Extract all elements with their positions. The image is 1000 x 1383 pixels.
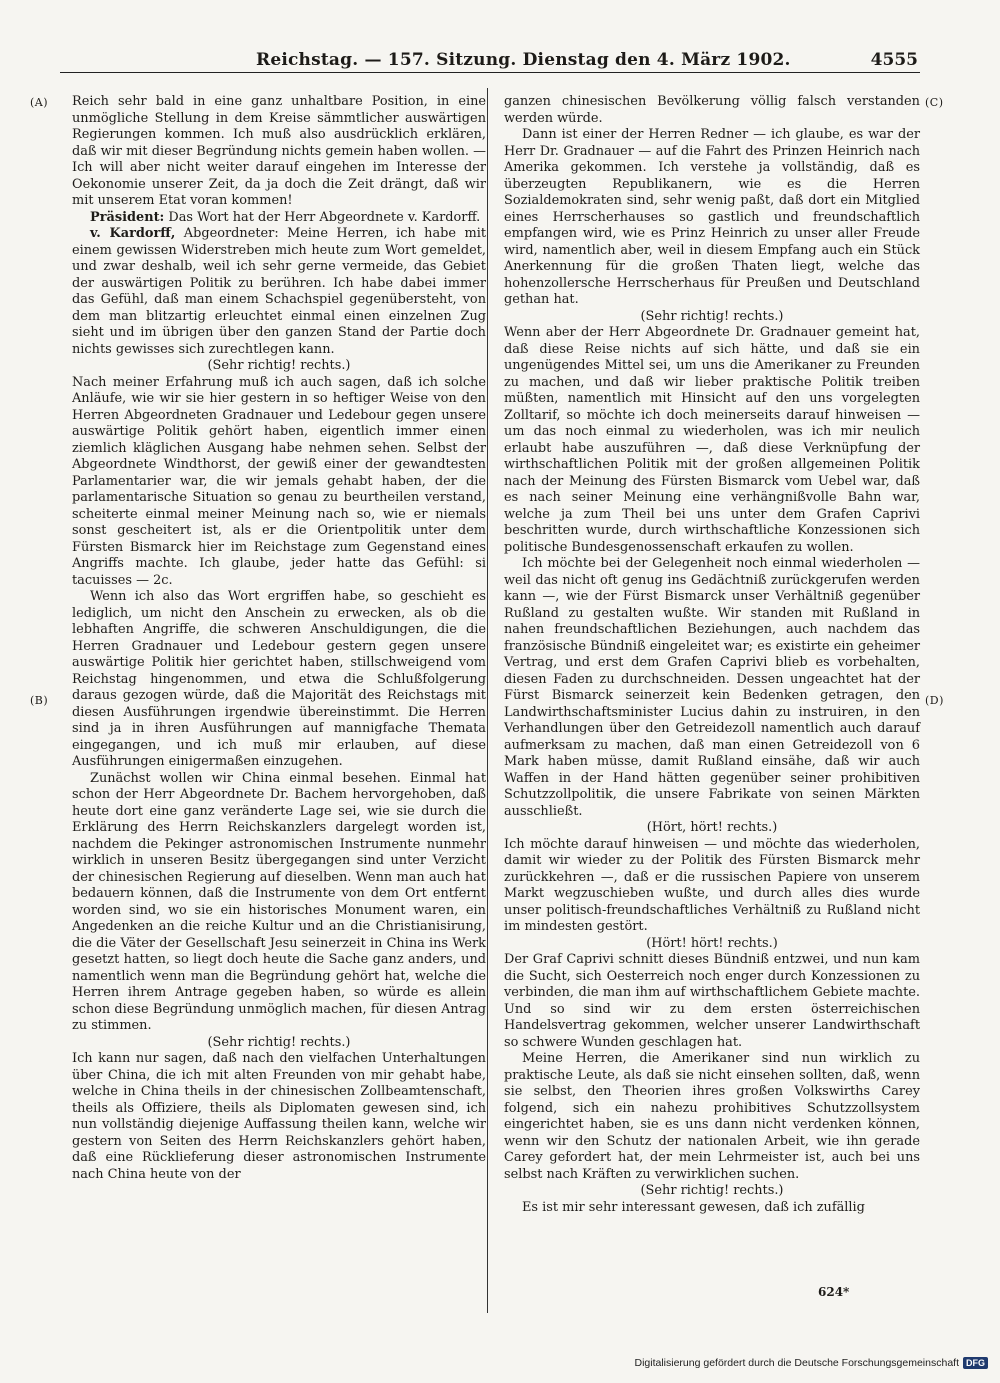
- page-header: [60, 44, 920, 73]
- right-column: [504, 94, 920, 1216]
- interjection: (Sehr richtig! rechts.): [640, 1183, 784, 1198]
- interjection: (Sehr richtig! rechts.): [640, 308, 784, 324]
- paragraph: Der Graf Caprivi schnitt dieses Bündniß entzwei, und nun kam die Sucht, sich Oesterreich noch enger durch Konzessionen zu verbinden, die man ihm auf wirthschaftlichem Gebiete machte. Und so sind wir zu dem ersten österreichischen Handelsvertrag gekommen, welcher unserer Landwirthschaft so schwere Wunden geschlagen hat.: [504, 952, 920, 1050]
- speech-text: Das Wort hat der Herr Abgeordnete v. Kardorff.: [168, 209, 481, 225]
- paragraph: [72, 210, 486, 227]
- interjection: (Sehr richtig! rechts.): [207, 358, 351, 373]
- page-number: 4555: [870, 50, 918, 70]
- speaker-name: Präsident:: [90, 209, 165, 225]
- paragraph: Es ist mir sehr interessant gewesen, daß ich zufällig: [522, 1199, 865, 1215]
- paragraph: Ich möchte darauf hinweisen — und möchte das wiederholen, damit wir wieder zu der Politik des Fürsten Bismarck mehr zurückkehren —, daß er die russischen Papiere von unserem Markt wegzuschieben wußte, und durch alles dies wurde unser politisch-freundschaftliches Verhältniß zu Rußland nicht im mindesten gestört.: [504, 836, 920, 934]
- interjection: (Hört! hört! rechts.): [646, 935, 778, 951]
- paragraph: Zunächst wollen wir China einmal besehen. Einmal hat schon der Herr Abgeordnete Dr. Bachem hervorgehoben, daß heute dort eine ganz veränderte Lage sei, wie sie durch die Erklärung des Herrn Reichskanzlers dargelegt worden ist, nachdem die Pekinger astronomischen Instrumente nunmehr wirklich in unseren Besitz übergegangen sind unter Verzicht der chinesischen Regierung auf dieselben. Wenn man auch hat bedauern können, daß die Instrumente von dem Ort entfernt worden sind, wo sie ein historisches Monument waren, ein Angedenken an die reiche Kultur und an die Christianisirung, die die Väter der Gesellschaft Jesu seinerzeit in China ins Werk gesetzt hatten, so liegt doch heute die Sache ganz anders, und namentlich wenn man die Begründung gehört hat, welche die Herren ihrem Antrage gegeben haben, so würde es allein schon diese Begründung unmöglich machen, für diesen Antrag zu stimmen.: [72, 770, 486, 1033]
- left-column: [72, 94, 486, 1183]
- paragraph: Meine Herren, die Amerikaner sind nun wirklich zu praktische Leute, als daß sie nicht einsehen sollten, daß, wenn sie selbst, den Theorien ihres großen Volkswirths Carey folgend, sich ein nahezu prohibitives Schutzzollsystem eingerichtet haben, sie es uns dann nicht verdenken können, wenn wir den Schutz der nationalen Arbeit, wie ihn gerade Carey gefordert hat, der mein Lehrmeister ist, auch bei uns selbst nach Kräften zu verwirklichen suchen.: [504, 1051, 920, 1182]
- margin-marker-c: (C): [925, 96, 944, 109]
- signature-mark: 624*: [818, 1285, 850, 1299]
- paragraph: ganzen chinesischen Bevölkerung völlig falsch verstanden werden würde.: [504, 94, 920, 126]
- paragraph: [72, 226, 486, 358]
- paragraph: Dann ist einer der Herren Redner — ich glaube, es war der Herr Dr. Gradnauer — auf die Fahrt des Prinzen Heinrich nach Amerika gekommen. Ich verstehe ja vollständig, daß es überzeugten Republikanern, wie es die Herren Sozialdemokraten sind, sehr wenig paßt, daß dort ein Mitglied eines Herrscherhauses so gastlich und freundschaftlich empfangen wird, wie es Prinz Heinrich zu unser aller Freude wird, namentlich aber, weil in diesem Empfang auch ein Stück Anerkennung für die großen Thaten liegt, welche das hohenzollersche Herrscherhaus für Preußen und Deutschland gethan hat.: [504, 127, 920, 307]
- paragraph: Reich sehr bald in eine ganz unhaltbare Position, in eine unmögliche Stellung in dem Kreise sämmtlicher auswärtigen Regierungen kommen. Ich muß also ausdrücklich erklären, daß wir mit dieser Begründung nichts gemein haben wollen. — Ich will aber nicht weiter darauf eingehen im Interesse der Oekonomie unserer Zeit, da ja doch die Zeit drängt, daß wir mit unserem Etat voran kommen!: [72, 94, 486, 208]
- running-title: Reichstag. — 157. Sitzung. Dienstag den 4. März 1902.: [256, 50, 791, 70]
- interjection: (Sehr richtig! rechts.): [207, 1034, 351, 1050]
- margin-marker-d: (D): [925, 694, 944, 707]
- paragraph: Wenn ich also das Wort ergriffen habe, so geschieht es lediglich, um nicht den Anschein zu erwecken, als ob die lebhaften Angriffe, die schweren Anschuldigungen, die die Herren Gradnauer und Ledebour gestern gegen unsere auswärtige Politik hier gerichtet haben, stillschweigend vom Reichstag hingenommen, und etwa die Schlußfolgerung daraus gezogen würde, daß die Majorität des Reichstags mit diesen Ausführungen irgendwie übereinstimmt. Die Herren sind ja in ihren Ausführungen auf mannigfache Themata eingegangen, und ich muß mir erlauben, auf diese Ausführungen einigermaßen einzugehen.: [72, 589, 486, 769]
- paragraph: Wenn aber der Herr Abgeordnete Dr. Gradnauer gemeint hat, daß diese Reise nichts auf sich hätte, und daß sie ein ungenügendes Mittel sei, um uns die Amerikaner zu Freunden zu machen, und daß wir lieber praktische Politik treiben müßten, namentlich mit Hinsicht auf den uns vorgelegten Zolltarif, so möchte ich doch meinerseits darauf hinweisen — um das noch einmal zu wiederholen, was ich mir neulich erlaubt habe auszuführen —, daß diese Verknüpfung der wirthschaftlichen Politik mit der großen allgemeinen Politik nach der Meinung des Fürsten Bismarck vom Uebel war, daß es nach seiner Meinung eine verhängnißvolle Bahn war, welche ja zum Theil bei uns unter dem Grafen Caprivi beschritten wurde, durch wirthschaftliche Konzessionen sich politische Bundesgenossenschaft erkaufen zu wollen.: [504, 325, 920, 555]
- speaker-name: v. Kardorff,: [90, 226, 176, 241]
- footer-text: Digitalisierung gefördert durch die Deutsche Forschungsgemeinschaft: [634, 1357, 959, 1369]
- paragraph: Ich möchte bei der Gelegenheit noch einmal wiederholen — weil das nicht oft genug ins Gedächtniß zurückgerufen werden kann —, wie der Fürst Bismarck unser Verhältniß gegenüber Rußland zu gestalten wußte. Wir standen mit Rußland in nahen freundschaftlichen Beziehungen, auch nachdem das französische Bündniß eingeleitet war; es existirte ein geheimer Vertrag, und erst dem Grafen Caprivi blieb es vorbehalten, diesen Faden zu durchschneiden. Dessen ungeachtet hat der Fürst Bismarck seinerzeit kein Bedenken getragen, den Landwirthschaftsminister Lucius dahin zu instruiren, in den Verhandlungen über den Getreidezoll namentlich auch darauf aufmerksam zu machen, daß man einen Getreidezoll von 6 Mark haben müsse, damit Rußland einsähe, daß wir auch Waffen in der Hand hätten gegenüber seiner prohibitiven Schutzzollpolitik, die unsere Fabrikate von seinen Märkten ausschließt.: [504, 556, 920, 819]
- interjection: (Hört, hört! rechts.): [646, 820, 778, 835]
- dfg-logo: DFG: [963, 1357, 988, 1369]
- paragraph: Ich kann nur sagen, daß nach den vielfachen Unterhaltungen über China, die ich mit alten Freunden von mir gehabt habe, welche in China theils in der chinesischen Zollbeamtenschaft, theils als Offiziere, theils als Diplomaten gewesen sind, ich nun vollständig diejenige Auffassung theilen kann, welche wir gestern von Seiten des Herrn Reichskanzlers gehört haben, daß eine Rücklieferung dieser astronomischen Instrumente nach China heute von der: [72, 1051, 486, 1182]
- margin-marker-b: (B): [30, 694, 49, 707]
- margin-marker-a: (A): [30, 96, 49, 109]
- speech-text: Abgeordneter: Meine Herren, ich habe mit einem gewissen Widerstreben mich heute zum Wort gemeldet, und zwar deshalb, weil ich sehr gerne vermeide, das Gebiet der auswärtigen Politik zu berühren. Ich habe dabei immer das Gefühl, daß man einem Schachspiel gegenübersteht, von dem man blitzartig erleuchtet einmal einen einzelnen Zug sieht und im übrigen über den ganzen Stand der Partie doch nichts gewisses sich zurechtlegen kann.: [72, 226, 486, 357]
- column-divider: [487, 88, 488, 1313]
- footer: [634, 1357, 988, 1369]
- paragraph: Nach meiner Erfahrung muß ich auch sagen, daß ich solche Anläufe, wie wir sie hier gestern in so heftiger Weise von den Herren Abgeordneten Gradnauer und Ledebour gegen unsere auswärtige Politik gehört haben, eigentlich immer einen ziemlich kläglichen Ausgang habe nehmen sehen. Selbst der Abgeordnete Windthorst, der gewiß einer der gewandtesten Parlamentarier war, die wir jemals gehabt haben, der die parlamentarische Situation so genau zu beurtheilen verstand, scheiterte einmal meiner Meinung nach so, wie er niemals sonst gescheitert ist, als er die Orientpolitik unter dem Fürsten Bismarck hier im Reichstage zum Gegenstand eines Angriffs machte. Ich glaube, jeder hatte das Gefühl: si tacuisses — 2c.: [72, 374, 486, 588]
